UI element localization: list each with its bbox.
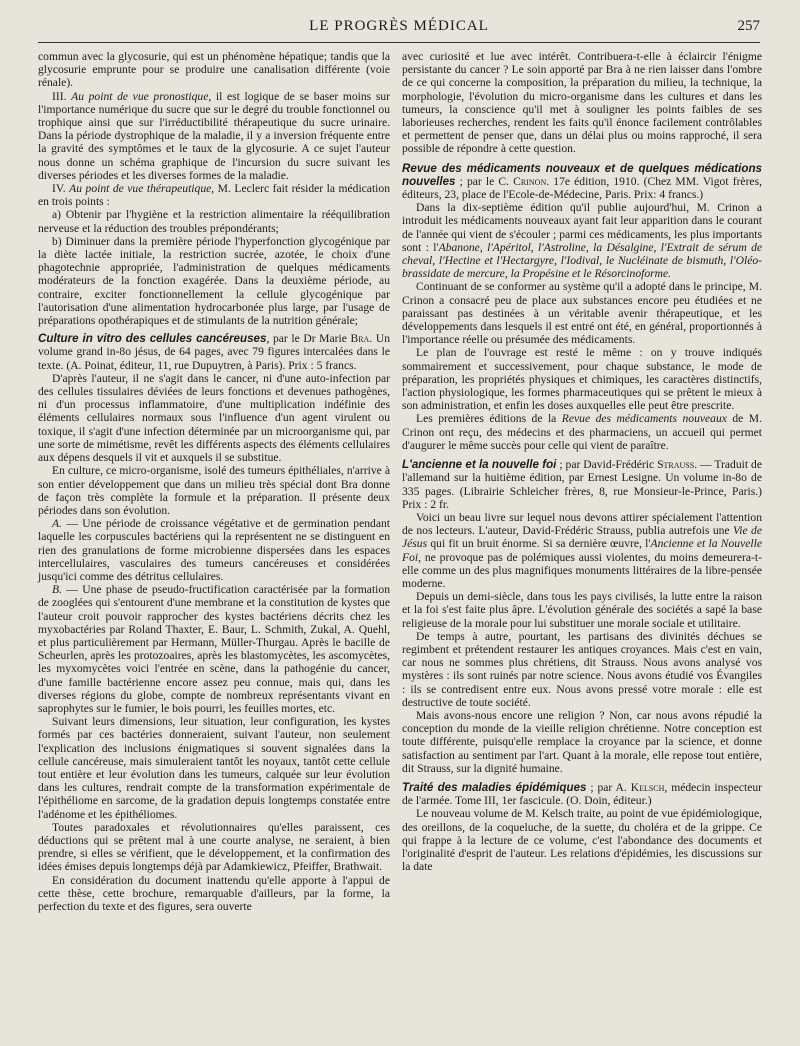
review-heading: Culture in vitro des cellules cancéreuses, par le Dr Marie Bra. Un volume grand in-8o jésus, de 64 pages, avec 79 figures intercalées dans le texte. (A. Poinat, éditeur, 11, rue Dupuytren, à Paris). Prix : 5 francs.: [38, 332, 391, 372]
review-heading: Traité des maladies épidémiques ; par A. Kelsch, médecin inspecteur de l'armée. Tome III, 1er fascicule. (O. Doin, éditeur.): [402, 780, 763, 808]
header-rule: [38, 42, 760, 43]
paragraph: b) Diminuer dans la première période l'hyperfonction glycogénique par la diète lactée initiale, la restriction sucrée, azotée, le choix d'une phagotechnie appropriée, l'administration de quelques médicaments modérateurs de la fonction exagérée. Dans la deuxième période, au contraire, exciter fonctionnellement la cellule glycogénique par l'autorisation d'une alimentation hydrocarbonée plus large, par l'usage de préparations opothérapiques et de stimulants de la nutrition générale;: [38, 234, 390, 328]
review-author: Kelsch: [630, 780, 665, 794]
right-column: [402, 50, 762, 873]
paragraph: III. Au point de vue pronostique, il est logique de se baser moins sur l'importance numérique du sucre que sur le degré du trouble fonctionnel ou trophique ainsi que sur l'irréductibilité thérapeutique du sucre urinaire. Dans la période dystrophique de la maladie, il y a inversion fréquente entre la gravité des symptômes et le taux de la glycosurie. A ce sujet l'auteur nous donne un schéma graphique de l'incursion du sucre suivant les diverses périodes et les diverses formes de la maladie.: [38, 89, 390, 182]
paragraph: Suivant leurs dimensions, leur situation, leur configuration, les kystes formés par ces bactéries donneraient, suivant l'auteur, non seulement l'explication des inclusions énigmatiques si souvent signalées dans la cellule cancéreuse, mais simuleraient tantôt les noyaux, tantôt cette cellule tout entière et leur évolution dans les tumeurs, calquée sur leur évolution dans les cultures, rendrait compte de la transformation expérimentale de l'épithéliome en sarcome, de la gradation depuis longtemps constatée entre l'adénome et les épithéliomes.: [38, 715, 390, 821]
paragraph: En considération du document inattendu qu'elle apporte à l'appui de cette thèse, cette brochure, remarquable d'ailleurs, par la forme, la perfection du texte et des figures, sera ouverte: [38, 873, 390, 913]
review-author: Bra: [350, 332, 370, 346]
paragraph: En culture, ce micro-organisme, isolé des tumeurs épithéliales, n'arrive à son entier développement que dans un milieu très spécial dont Bra donne de façon très complète la formule et la préparation. Il présente deux périodes dans son évolution.: [38, 464, 390, 517]
paragraph: B. — Une phase de pseudo-fructification caractérisée par la formation de zooglées qui s'entourent d'une membrane et la constitution de kystes que l'auteur croit pouvoir rapprocher des kystes bactériens décrits chez les myxobactéries par Roland Thaxter, E. Baur, L. Schmith, Zukal, A. Quehl, et plus particulièrement par Hermann, Müller-Thurgau. Après le bacille de Scheurlen, après les protozoaires, après les blastomycètes, les ascomycètes, les myxomycètes voici l'entrée en scène, dans la pathogénie du cancer, d'une famille bactérienne encore assez peu connue, mais qui, dans les diverses régions du globe, compte de nombreux représentants vivant en saprophytes sur le fumier, le bois pourri, les feuilles mortes, etc.: [38, 583, 390, 715]
paragraph: Le plan de l'ouvrage est resté le même : on y trouve indiqués sommairement et successivement, pour chaque substance, le mode de préparation, les propriétés physiques et chimiques, les caractères distinctifs, l'action physiologique, les formes pharmaceutiques qui se prêtent le mieux à son administration, et enfin les doses auxquelles elle peut être prescrite.: [402, 346, 762, 413]
review-heading: L'ancienne et la nouvelle foi ; par David-Frédéric Strauss. — Traduit de l'allemand sur la huitième édition, par Ernest Lesigne. Un volume in-8o de 335 pages. (Librairie Schleicher frères, 8, rue Monsieur-le-Prince, Paris.) Prix : 2 fr.: [402, 458, 762, 511]
paragraph: Les premières éditions de la Revue des médicaments nouveaux de M. Crinon ont reçu, des médecins et des pharmaciens, un accueil qui permet d'augurer le même succès pour celle qui vient de paraître.: [402, 412, 762, 452]
page-header: [38, 18, 760, 40]
paragraph: Depuis un demi-siècle, dans tous les pays civilisés, la lutte entre la raison et la foi s'est faite plus âpre. L'évolution générale des sociétés a sapé la base religieuse de la morale pour lui substituer une morale sociale et utilitaire.: [402, 590, 762, 630]
paragraph: Toutes paradoxales et révolutionnaires qu'elles paraissent, ces déductions qui se prêtent mal à une courte analyse, ne seraient, à bien prendre, si elles se vérifient, que le développement, et la confirmation des idées émises depuis longtemps déjà par Adamkiewicz, Pfeiffer, Brathwait.: [38, 820, 390, 874]
paragraph: D'après l'auteur, il ne s'agit dans le cancer, ni d'une auto-infection par des cellules tissulaires déviées de leurs fonctions et devenues pathogènes, ni d'un processus inflammatoire, d'une multiplication indéfinie des éléments cellulaires normaux sous l'influence d'un agent virulent ou toxique, il s'agit d'une infection déterminée par un microorganisme qui, par une sorte de mimétisme, revêt les différents aspects des éléments cellulaires aux dépens desquels il vit et auxquels il se substitue.: [38, 371, 390, 465]
review-title: Traité des maladies épidémiques: [402, 780, 587, 794]
left-column: [38, 50, 390, 913]
paragraph: Dans la dix-septième édition qu'il publie aujourd'hui, M. Crinon a introduit les médicaments nouveaux ayant fait leur apparition dans le courant de l'année qui vient de s'écouler ; parmi ces médicaments, les plus importants sont : l'Abanone, l'Apéritol, l'Astroline, la Désalgine, l'Extrait de sérum de cheval, l'Hectine et l'Hectargyre, l'Iodival, le Nucléinate de bismuth, l'Oléo-brassidate de mercure, la Propésine et le Résorcinoforme.: [402, 201, 763, 281]
review-title: Culture in vitro des cellules cancéreuses: [38, 332, 267, 346]
journal-title: LE PROGRÈS MÉDICAL: [309, 18, 489, 34]
paragraph: Continuant de se conformer au système qu'il a adopté dans le principe, M. Crinon a consacré peu de place aux substances encore peu étudiées et ne paraissant pas destinées à un véritable avenir thérapeutique, et les développements dans lesquels il est entré ont été, en général, proportionnés à l'importance réelle ou présumée des médicaments.: [402, 280, 762, 347]
page-number: 257: [737, 18, 760, 34]
paragraph: a) Obtenir par l'hygiène et la restriction alimentaire la rééquilibration nerveuse et la réduction des troubles prépondérants;: [38, 208, 390, 235]
review-title: Revue des médicaments nouveaux et de quelques médications nouvelles: [402, 161, 762, 188]
paragraph: avec curiosité et lue avec intérêt. Contribuera-t-elle à éclaircir l'énigme persistante du cancer ? Le soin apporté par Bra à ne rien laisser dans l'ombre de ce qui concerne la composition, la préparation du milieu, la technique, la morphologie, l'évolution du micro-organisme dans les cultures et dans les tumeurs, la conscience qu'il met à souligner les points faibles de ses laborieuses recherches, rendent les faits qu'il énonce facilement contrôlables et permettent de penser que, dans un délai plus ou moins rapproché, il sera possible de répondre à cette question.: [402, 50, 762, 156]
review-author: Strauss: [657, 458, 695, 472]
paragraph: commun avec la glycosurie, qui est un phénomène hépatique; tandis que la glycosurie emprunte pour se produire une canalisation différente (voie rénale).: [38, 50, 390, 90]
paragraph: Voici un beau livre sur lequel nous devons attirer spécialement l'attention de nos lecteurs. L'auteur, David-Frédéric Strauss, publia autrefois une Vie de Jésus qui fit un bruit énorme. Si sa dernière œuvre, l'Ancienne et la Nouvelle Foi, ne provoque pas de polémiques aussi violentes, du moins demeurera-t-elle comme un des plus magnifiques monuments littéraires de la libre-pensée moderne.: [402, 510, 762, 590]
review-title: L'ancienne et la nouvelle foi: [402, 458, 557, 472]
paragraph: Le nouveau volume de M. Kelsch traite, au point de vue épidémiologique, des oreillons, de la coqueluche, de la suette, du choléra et de la grippe. Ce qui frappe à la lecture de ce volume, c'est l'abondance des documents et l'originalité d'esprit de l'auteur. Les relations d'épidémies, les discussions sur la date: [402, 807, 762, 874]
paragraph: De temps à autre, pourtant, les partisans des divinités déchues se regimbent et prétendent restaurer les antiques croyances. Mais c'est en vain, car nous ne sommes plus chrétiens, dit Strauss. Nous avons analysé vos mystères : ils sont ruinés par notre science. Nous avons étudié vos Évangiles : ils se contredisent entre eux. Nous avons pressé votre morale : elle est destructive de toute société.: [402, 629, 762, 709]
review-author: Crinon: [513, 174, 547, 188]
paragraph: Mais avons-nous encore une religion ? Non, car nous avons répudié la conception du monde de la vieille religion chrétienne. Notre conception est toute différente, puisqu'elle remplace la croyance par la science, et donne satisfaction au sentiment par l'art. Quant à la morale, elle repose tout entière, dit Strauss, sur la dignité humaine.: [402, 708, 762, 775]
paragraph: A. — Une période de croissance végétative et de germination pendant laquelle les corpuscules bactériens qui la représentent ne se distinguent en rien des granulations de forme microbienne dispersées dans les espaces intercellulaires, vasculaires des tumeurs cancéreuses et considérées jusqu'ici comme des détritus cellulaires.: [38, 517, 390, 583]
review-heading: Revue des médicaments nouveaux et de quelques médications nouvelles ; par le C. Crinon. 17e édition, 1910. (Chez MM. Vigot frères, éditeurs, 23, place de l'Ecole-de-Médecine, Paris. Prix: 4 francs.): [402, 161, 762, 202]
paragraph: IV. Au point de vue thérapeutique, M. Leclerc fait résider la médication en trois points :: [38, 182, 390, 209]
